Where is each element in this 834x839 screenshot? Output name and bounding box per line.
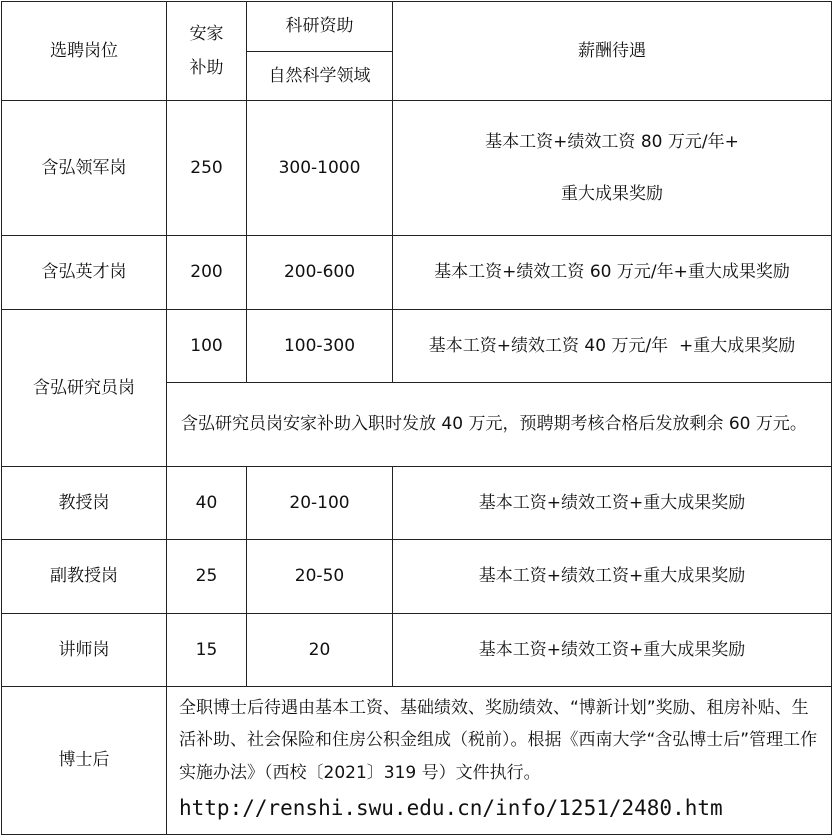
row-position: 副教授岗 (2, 540, 167, 614)
row-research: 20 (247, 614, 393, 687)
row-position: 含弘英才岗 (2, 236, 167, 310)
header-position: 选聘岗位 (2, 2, 167, 101)
table-row (2, 310, 832, 383)
row-salary: 基本工资+绩效工资+重大成果奖励 (393, 614, 832, 687)
recruitment-table (1, 1, 832, 835)
row-research: 300-1000 (247, 101, 393, 236)
row-housing: 40 (167, 467, 247, 540)
row-note: 含弘研究员岗安家补助入职时发放 40 万元，预聘期考核合格后发放剩余 60 万元。 (167, 383, 832, 467)
row-position: 教授岗 (2, 467, 167, 540)
row-housing: 200 (167, 236, 247, 310)
header-research: 科研资助 (247, 2, 393, 52)
table-row (2, 614, 832, 687)
row-research: 200-600 (247, 236, 393, 310)
header-research-sub: 自然科学领域 (247, 52, 393, 101)
postdoc-details (167, 687, 832, 835)
row-housing: 15 (167, 614, 247, 687)
row-position: 含弘领军岗 (2, 101, 167, 236)
row-position: 含弘研究员岗 (2, 310, 167, 467)
header-salary: 薪酬待遇 (393, 2, 832, 101)
row-research: 100-300 (247, 310, 393, 383)
table-row (2, 101, 832, 236)
row-housing: 250 (167, 101, 247, 236)
row-salary-line2: 重大成果奖励 (561, 184, 663, 204)
row-housing: 25 (167, 540, 247, 614)
row-salary: 基本工资+绩效工资 60 万元/年+重大成果奖励 (393, 236, 832, 310)
row-research: 20-100 (247, 467, 393, 540)
row-housing: 100 (167, 310, 247, 383)
header-housing-line1: 安家 (189, 24, 224, 44)
row-salary: 基本工资+绩效工资+重大成果奖励 (393, 467, 832, 540)
postdoc-text: 全职博士后待遇由基本工资、基础绩效、奖励绩效、“博新计划”奖励、租房补贴、生活补助、社会保险和住房公积金组成（税前）。根据《西南大学“含弘博士后”管理工作实施办法》（西校〔2021〕319 号）文件执行。 (179, 698, 818, 783)
row-research: 20-50 (247, 540, 393, 614)
table-row (2, 687, 832, 835)
postdoc-url[interactable]: http://renshi.swu.edu.cn/info/1251/2480.htm (179, 796, 723, 820)
row-salary: 基本工资+绩效工资+重大成果奖励 (393, 540, 832, 614)
table-row (2, 467, 832, 540)
table-row (2, 236, 832, 310)
row-salary-line1: 基本工资+绩效工资 80 万元/年+ (485, 131, 739, 152)
table-row (2, 540, 832, 614)
row-salary (393, 101, 832, 236)
row-salary: 基本工资+绩效工资 40 万元/年 +重大成果奖励 (393, 310, 832, 383)
header-housing (167, 2, 247, 101)
row-position: 讲师岗 (2, 614, 167, 687)
header-housing-line2: 补助 (189, 58, 224, 78)
postdoc-position: 博士后 (2, 687, 167, 835)
